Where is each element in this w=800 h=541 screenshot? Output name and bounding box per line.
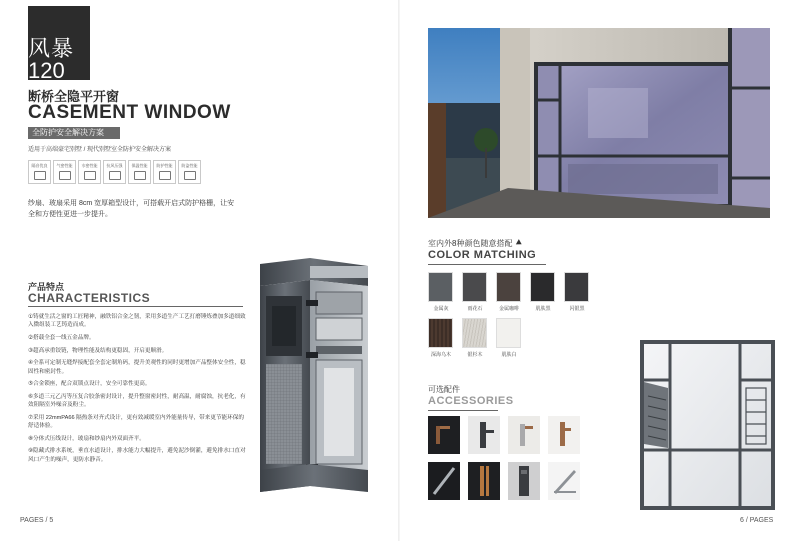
feature-badge — [103, 160, 126, 184]
characteristics-heading-en: CHARACTERISTICS — [28, 291, 151, 305]
watertight-icon — [84, 171, 96, 180]
window-handle-image — [428, 416, 460, 454]
hero-window-photo — [428, 28, 770, 218]
color-swatch — [462, 272, 487, 302]
casement-window-illustration — [640, 340, 775, 510]
list-item: ④全系可定制无缝焊接配套全套定制角码，提升美观性的同时更增加产品整体安全性，稳固性和密封性。 — [28, 360, 246, 375]
accessories-heading-en: ACCESSORIES — [428, 395, 514, 407]
list-item: ②搭载全套一线五金品牌。 — [28, 334, 95, 341]
list-item: ⑤合金锁座，配合双锁点设计，安全可靠性更高。 — [28, 381, 151, 388]
product-subtitle-en: CASEMENT WINDOW — [28, 102, 231, 123]
color-heading-en: COLOR MATCHING — [428, 249, 537, 261]
feature-label: 水密性能 — [81, 163, 98, 168]
color-heading-cn: 室内外8种颜色随意搭配 — [428, 239, 513, 248]
solution-tag: 全防护安全解决方案 — [28, 127, 120, 139]
list-item: ③超高承重铰链，物理性能及结构更稳固，开启更顺滑。 — [28, 347, 168, 354]
accessories-heading-cn: 可选配件 — [428, 385, 460, 394]
anti-theft-icon — [184, 171, 196, 180]
list-item: ⑥多道三元乙丙等压复合胶条密封设计，提升整窗密封性，耐高温，耐腐蚀，抗老化，有效阻隔室外噪音及粉尘。 — [28, 393, 246, 409]
list-item: ⑦采用 22mmPA66 隔热条对齐式设计，更有效减缓室内外能量传导，带来更节能环保的舒适体验。 — [28, 414, 244, 430]
feature-badge — [53, 160, 76, 184]
feature-label: 防盗性能 — [181, 163, 198, 168]
window-handle-image — [548, 416, 580, 454]
feature-label: 保温性能 — [131, 163, 148, 168]
swatch-label: 金属灰 — [433, 306, 449, 312]
window-handle-image — [508, 416, 540, 454]
color-swatch — [428, 318, 453, 348]
feature-badge — [128, 160, 151, 184]
solution-description: 适用于高端豪宅别墅 / 现代别墅室全防护安全解决方案 — [28, 147, 172, 153]
wind-pressure-icon — [109, 171, 121, 180]
profile-cross-section-image — [250, 256, 390, 496]
product-series-name: 风暴 — [28, 36, 75, 61]
color-swatch — [564, 272, 589, 302]
friction-stay-image — [548, 462, 580, 500]
insulation-icon — [134, 171, 146, 180]
airtight-icon — [59, 171, 71, 180]
list-item: ⑧分体式压线设计，玻扇和纱扇内外双面齐平。 — [28, 435, 145, 442]
hinge-image — [428, 462, 460, 500]
color-swatch — [530, 272, 555, 302]
swatch-label: 银杉木 — [467, 352, 483, 358]
protection-icon — [159, 171, 171, 180]
page-number-right: 6 / PAGES — [740, 517, 774, 524]
heading-divider — [428, 410, 498, 411]
feature-badge — [178, 160, 201, 184]
list-item: ⑨隐藏式排水系统，垂直水道设计，排水能力大幅提升，避免泥沙倒灌，避免排水口直对风口产生的噪声，更防水静音。 — [28, 448, 246, 463]
feature-badge — [78, 160, 101, 184]
feature-label: 防护性能 — [156, 163, 173, 168]
swatch-label: 雨花石 — [467, 306, 483, 312]
swatch-label: 深海乌木 — [430, 352, 451, 358]
characteristics-list — [28, 313, 248, 468]
product-subtitle-cn: 断桥全隐平开窗 — [28, 89, 120, 104]
strike-plate-image — [468, 462, 500, 500]
heading-divider — [28, 306, 243, 307]
swatch-label: 肌肤黑 — [535, 306, 551, 312]
feature-label: 气密性能 — [56, 163, 73, 168]
product-series-number: 120 — [28, 58, 65, 83]
feature-label: 隔音优良 — [31, 163, 48, 168]
intro-paragraph: 纱扇、玻扇采用 8cm 宽厚箱型设计，可搭载开启式防护格栅，让安全和方便性更进一步提升。 — [28, 200, 235, 218]
heading-divider — [428, 264, 546, 265]
feature-icon-row — [28, 160, 201, 184]
color-swatch — [496, 272, 521, 302]
list-item: ①铸就生活之窗的工匠精神，融铁铝合金之韧，采用多道生产工艺打磨锤炼叠加多道细致入微组装工艺铸造而成。 — [28, 314, 246, 329]
color-swatch — [428, 272, 453, 302]
lock-point-image — [508, 462, 540, 500]
soundproof-icon — [34, 171, 46, 180]
feature-badge — [153, 160, 176, 184]
feature-badge — [28, 160, 51, 184]
color-swatch — [462, 318, 487, 348]
page-number-left: PAGES / 5 — [20, 517, 54, 524]
window-handle-image — [468, 416, 500, 454]
characteristics-heading-cn: 产品特点 — [28, 282, 65, 292]
color-swatch — [496, 318, 521, 348]
swatch-label: 肌肤白 — [501, 352, 517, 358]
swatch-label: 闪银黑 — [569, 306, 585, 312]
feature-label: 抗风压强 — [106, 163, 123, 168]
swatch-label: 金属咖啡 — [498, 306, 519, 312]
